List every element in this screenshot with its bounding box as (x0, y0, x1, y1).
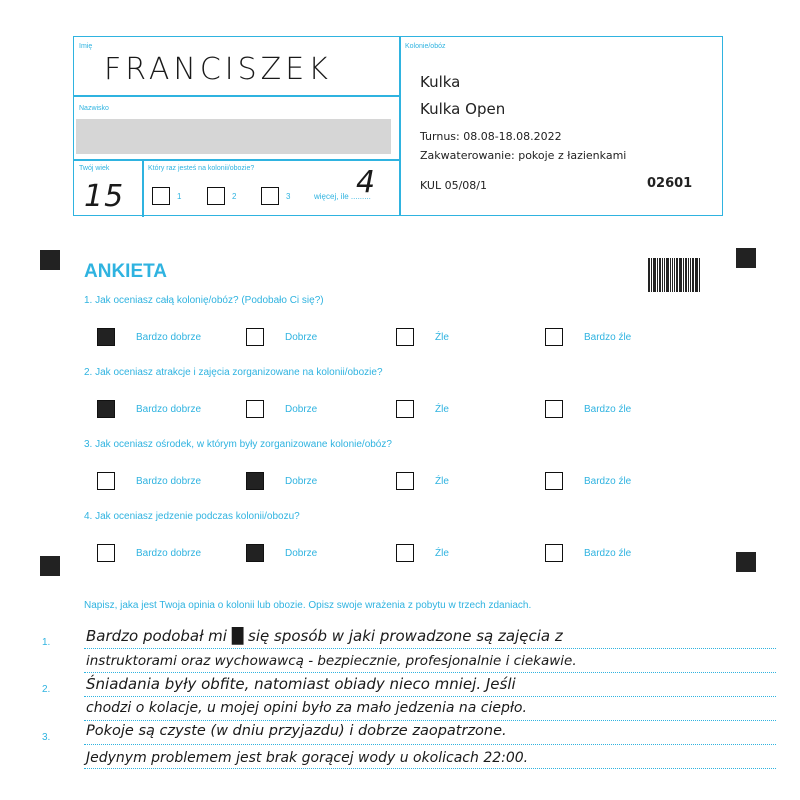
q3-option-label: Dobrze (285, 476, 318, 487)
q3-option-checkbox[interactable] (246, 472, 264, 490)
q2-option-label: Bardzo dobrze (136, 404, 202, 415)
q3-option-label: Źle (435, 476, 449, 487)
times-option-label: 3 (286, 192, 291, 201)
registration-mark (736, 552, 756, 572)
q2-option-label: Dobrze (285, 404, 318, 415)
question-4: 4. Jak oceniasz jedzenie podczas kolonii/obozu? (84, 511, 300, 522)
q2-option-label: Źle (435, 404, 449, 415)
writing-line (84, 768, 776, 769)
q3-option-checkbox[interactable] (545, 472, 563, 490)
writing-line (84, 672, 776, 673)
handwritten-line[interactable]: Bardzo podobał mi █ się sposób w jaki prowadzone są zajęcia z (86, 627, 563, 645)
q2-option-checkbox[interactable] (545, 400, 563, 418)
line-number: 1. (42, 637, 51, 648)
handwritten-line[interactable]: Pokoje są czyste (w dniu przyjazdu) i dobrze zaopatrzone. (86, 723, 507, 739)
registration-mark (40, 556, 60, 576)
opinion-prompt: Napisz, jaka jest Twoja opinia o kolonii lub obozie. Opisz swoje wrażenia z pobytu w trzech zdaniach. (84, 600, 532, 611)
registration-mark (736, 248, 756, 268)
q1-option-label: Bardzo źle (584, 332, 632, 343)
first-name-value[interactable]: FRANCISZEK (104, 52, 332, 87)
q1-option-label: Dobrze (285, 332, 318, 343)
handwritten-line[interactable]: Śniadania były obfite, natomiast obiady nieco mniej. Jeśli (86, 675, 516, 693)
q3-option-label: Bardzo źle (584, 476, 632, 487)
q4-option-label: Bardzo dobrze (136, 548, 202, 559)
accommodation: Zakwaterowanie: pokoje z łazienkami (420, 149, 627, 162)
handwritten-line[interactable]: Jedynym problemem jest brak gorącej wody u okolicach 22:00. (86, 750, 529, 766)
more-times-label: więcej, ile ......... (314, 192, 371, 201)
q4-option-checkbox[interactable] (545, 544, 563, 562)
question-2: 2. Jak oceniasz atrakcje i zajęcia zorganizowane na kolonii/obozie? (84, 367, 383, 378)
q2-option-checkbox[interactable] (246, 400, 264, 418)
question-3: 3. Jak oceniasz ośrodek, w którym były zorganizowane kolonie/obóz? (84, 439, 392, 450)
divider (74, 159, 399, 161)
times-checkbox-2[interactable] (207, 187, 225, 205)
q3-option-checkbox[interactable] (396, 472, 414, 490)
q4-option-label: Bardzo źle (584, 548, 632, 559)
q1-option-label: Źle (435, 332, 449, 343)
q3-option-label: Bardzo dobrze (136, 476, 202, 487)
q1-option-checkbox[interactable] (396, 328, 414, 346)
age-value[interactable]: 15 (84, 179, 125, 214)
writing-line (84, 696, 776, 697)
q1-option-label: Bardzo dobrze (136, 332, 202, 343)
last-name-label: Nazwisko (79, 105, 109, 112)
q3-option-checkbox[interactable] (97, 472, 115, 490)
more-times-value[interactable]: 4 (356, 165, 377, 200)
q2-option-label: Bardzo źle (584, 404, 632, 415)
divider (142, 159, 144, 217)
camp-name: Kulka (420, 73, 461, 91)
writing-line (84, 720, 776, 721)
line-number: 3. (42, 732, 51, 743)
reference-code: KUL 05/08/1 (420, 179, 487, 192)
header-box (73, 36, 723, 216)
divider (74, 95, 399, 97)
times-checkbox-1[interactable] (152, 187, 170, 205)
q2-option-checkbox[interactable] (97, 400, 115, 418)
q1-option-checkbox[interactable] (97, 328, 115, 346)
q4-option-checkbox[interactable] (246, 544, 264, 562)
q4-option-label: Dobrze (285, 548, 318, 559)
barcode (648, 258, 700, 292)
survey-title: ANKIETA (84, 261, 168, 282)
age-label: Twój wiek (79, 165, 110, 172)
times-option-label: 2 (232, 192, 237, 201)
first-name-label: Imię (79, 43, 93, 50)
divider (399, 37, 401, 215)
q4-option-checkbox[interactable] (396, 544, 414, 562)
q4-option-label: Źle (435, 548, 449, 559)
registration-mark (40, 250, 60, 270)
question-1: 1. Jak oceniasz całą kolonię/obóz? (Podobało Ci się?) (84, 295, 324, 306)
times-at-camp-label: Który raz jesteś na kolonii/obozie? (148, 165, 255, 172)
writing-line (84, 744, 776, 745)
last-name-redacted[interactable] (76, 119, 391, 154)
times-option-label: 1 (177, 192, 182, 201)
handwritten-line[interactable]: chodzi o kolacje, u mojej opini było za mało jedzenia na ciepło. (86, 700, 527, 716)
q1-option-checkbox[interactable] (246, 328, 264, 346)
q1-option-checkbox[interactable] (545, 328, 563, 346)
camp-label: Kolonie/obóz (405, 43, 446, 50)
handwritten-line[interactable]: instruktorami oraz wychowawcą - bezpiecznie, profesjonalnie i ciekawie. (86, 653, 577, 669)
line-number: 2. (42, 684, 51, 695)
form-number: 02601 (647, 176, 693, 191)
q4-option-checkbox[interactable] (97, 544, 115, 562)
q2-option-checkbox[interactable] (396, 400, 414, 418)
times-checkbox-3[interactable] (261, 187, 279, 205)
writing-line (84, 648, 776, 649)
turnus-dates: Turnus: 08.08-18.08.2022 (420, 130, 562, 143)
camp-variant: Kulka Open (420, 100, 506, 118)
